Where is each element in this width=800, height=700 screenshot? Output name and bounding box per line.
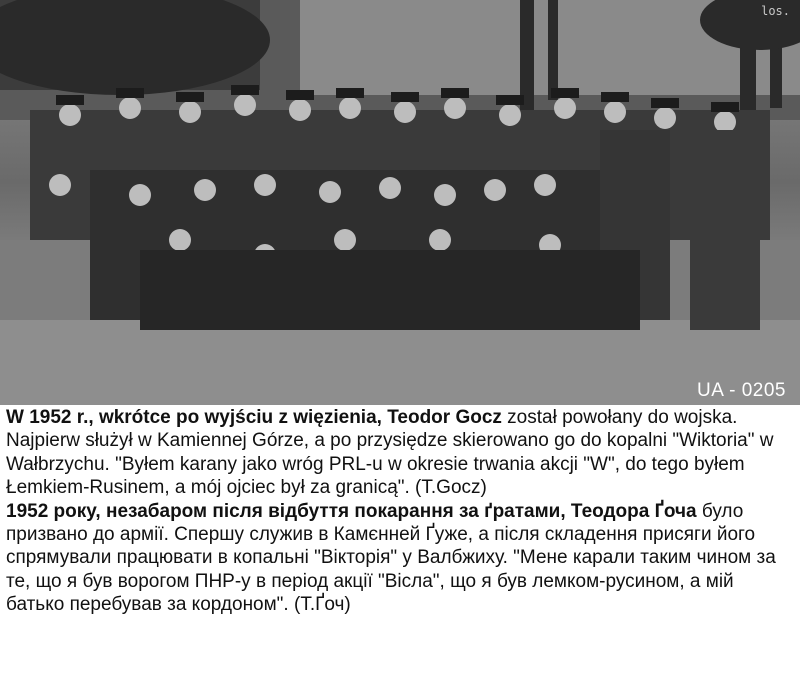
caption-ukrainian-lead: 1952 року, незабаром після відбуття покарання за ґратами, Теодора Ґоча xyxy=(6,500,697,522)
caption-ukrainian xyxy=(6,500,794,617)
caption-polish xyxy=(6,406,794,500)
photo-id-label: UA - 0205 xyxy=(697,380,786,401)
watermark: los. xyxy=(761,4,790,18)
soldiers-group xyxy=(30,85,770,330)
caption-polish-body: został powołany do wojska. Najpierw służył w Kamiennej Górze, a po przysiędze skierowano go do kopalni "Wiktoria" w Wałbrzychu. "Byłem karany jako wróg PRL-u w okresie trwania akcji "W", do tego byłem Łemkiem-Rusinem, a mój ojciec był za granicą". (T.Gocz) xyxy=(6,407,774,499)
caption-polish-lead: W 1952 r., wkrótce po wyjściu z więzienia, Teodor Gocz xyxy=(6,407,502,428)
caption xyxy=(6,406,794,617)
caption-ukrainian-body: було призвано до армії. Спершу служив в Камєнней Ґуже, а після складення присяги його спрямували працювати в копальні "Вікторія" у Валбжиху. "Мене карали таким чином за те, що я був ворогом ПНР-у в період акції "Вісла", що я був лемком-русином, а мій батько перебував за кордоном". (Т.Ґоч) xyxy=(6,500,776,616)
